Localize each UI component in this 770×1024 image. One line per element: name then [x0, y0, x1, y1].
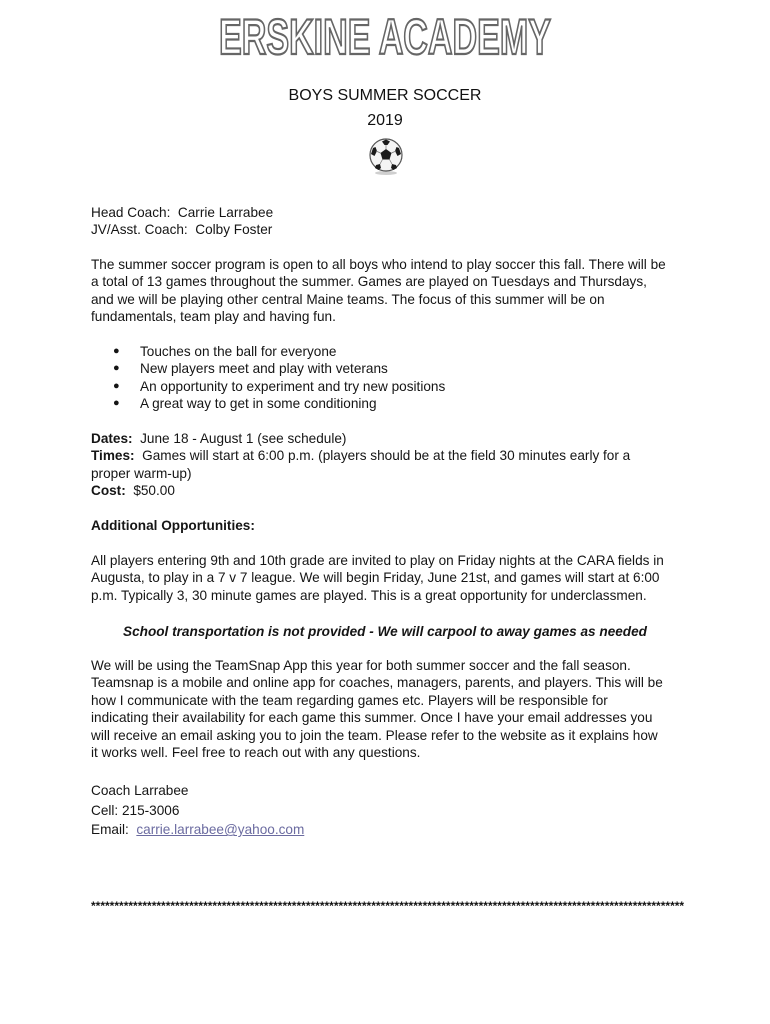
- teamsnap-line: indicating their availability for each game this summer. Once I have your email addresses you: [91, 710, 653, 726]
- bullet-icon: ●: [113, 379, 120, 392]
- dates-label: Dates:: [91, 431, 133, 446]
- list-item-text: A great way to get in some conditioning: [140, 396, 377, 412]
- dates-value: June 18 - August 1 (see schedule): [140, 431, 347, 446]
- dates-line: [91, 430, 691, 447]
- list-item-text: New players meet and play with veterans: [140, 361, 388, 377]
- list-item-text: Touches on the ball for everyone: [140, 344, 337, 359]
- additional-heading: Additional Opportunities:: [91, 518, 255, 533]
- bullet-icon: ●: [113, 362, 120, 375]
- soccer-ball-icon: [366, 136, 406, 176]
- teamsnap-line: Teamsnap is a mobile and online app for coaches, managers, parents, and players. This will be: [91, 675, 663, 691]
- head-coach-line: [91, 204, 691, 221]
- coaches-section: [91, 204, 691, 239]
- list-item: [91, 395, 691, 412]
- email-link[interactable]: carrie.larrabee@yahoo.com: [136, 822, 305, 838]
- jv-coach-label: JV/Asst. Coach:: [91, 222, 188, 238]
- intro-line: and we will be playing other central Maine teams. The focus of this summer will be on: [91, 291, 605, 307]
- teamsnap-line: We will be using the TeamSnap App this year for both summer soccer and the fall season.: [91, 658, 631, 673]
- school-banner-wordmark: [215, 6, 555, 65]
- teamsnap-line: it works well. Feel free to reach out with any questions.: [91, 745, 421, 761]
- contact-cell: Cell: 215-3006: [91, 802, 180, 818]
- intro-line: The summer soccer program is open to all boys who intend to play soccer this fall. There will be: [91, 257, 666, 272]
- contact-block: [91, 781, 691, 840]
- bullet-icon: ●: [113, 345, 120, 357]
- svg-text:ERSKINE ACADEMY: ERSKINE ACADEMY: [219, 9, 551, 65]
- jv-coach-name: Colby Foster: [195, 222, 273, 238]
- intro-line: a total of 13 games throughout the summer. Games are played on Tuesdays and Thursdays,: [91, 274, 647, 290]
- contact-name: Coach Larrabee: [91, 783, 189, 798]
- list-item: [91, 378, 691, 395]
- additional-line: Augusta, to play in a 7 v 7 league. We will begin Friday, June 21st, and games will start at 6:00: [91, 570, 660, 586]
- list-item: [91, 360, 691, 377]
- head-coach-label: Head Coach:: [91, 205, 171, 220]
- additional-heading-block: [91, 517, 691, 534]
- list-item: [91, 343, 691, 360]
- additional-line: All players entering 9th and 10th grade are invited to play on Friday nights at the CARA fields in: [91, 553, 664, 568]
- times-line: [91, 447, 691, 464]
- intro-paragraph: [91, 256, 691, 326]
- cost-value: $50.00: [133, 483, 175, 499]
- intro-line: fundamentals, team play and having fun.: [91, 309, 336, 325]
- teamsnap-paragraph: [91, 657, 691, 761]
- teamsnap-line: how I communicate with the team regarding games etc. Players will be responsible for: [91, 692, 608, 708]
- page-title: BOYS SUMMER SOCCER: [288, 87, 482, 104]
- jv-coach-line: [91, 221, 691, 238]
- benefits-list: [91, 343, 691, 413]
- school-banner: [0, 6, 770, 67]
- list-item-text: An opportunity to experiment and try new positions: [140, 378, 446, 394]
- cost-line: [91, 482, 691, 499]
- transportation-notice: School transportation is not provided - We will carpool to away games as needed: [123, 624, 647, 639]
- asterisk-divider: *******************************************************************************************************************************: [91, 899, 685, 913]
- contact-email-line: [91, 820, 691, 840]
- times-value: Games will start at 6:00 p.m. (players should be at the field 30 minutes early for a: [142, 448, 631, 464]
- times-line-continued: proper warm-up): [91, 465, 192, 481]
- head-coach-name: Carrie Larrabee: [177, 205, 274, 220]
- additional-paragraph: [91, 552, 691, 604]
- teamsnap-line: will receive an email asking you to join the team. Please refer to the website as it explains how: [91, 727, 658, 743]
- email-label: Email:: [91, 822, 129, 838]
- program-details: [91, 430, 691, 500]
- bullet-icon: ●: [113, 397, 120, 410]
- times-label: Times:: [91, 448, 135, 464]
- additional-line: p.m. Typically 3, 30 minute games are played. This is a great opportunity for underclassmen.: [91, 587, 647, 603]
- cost-label: Cost:: [91, 483, 126, 499]
- page-year: 2019: [367, 112, 403, 129]
